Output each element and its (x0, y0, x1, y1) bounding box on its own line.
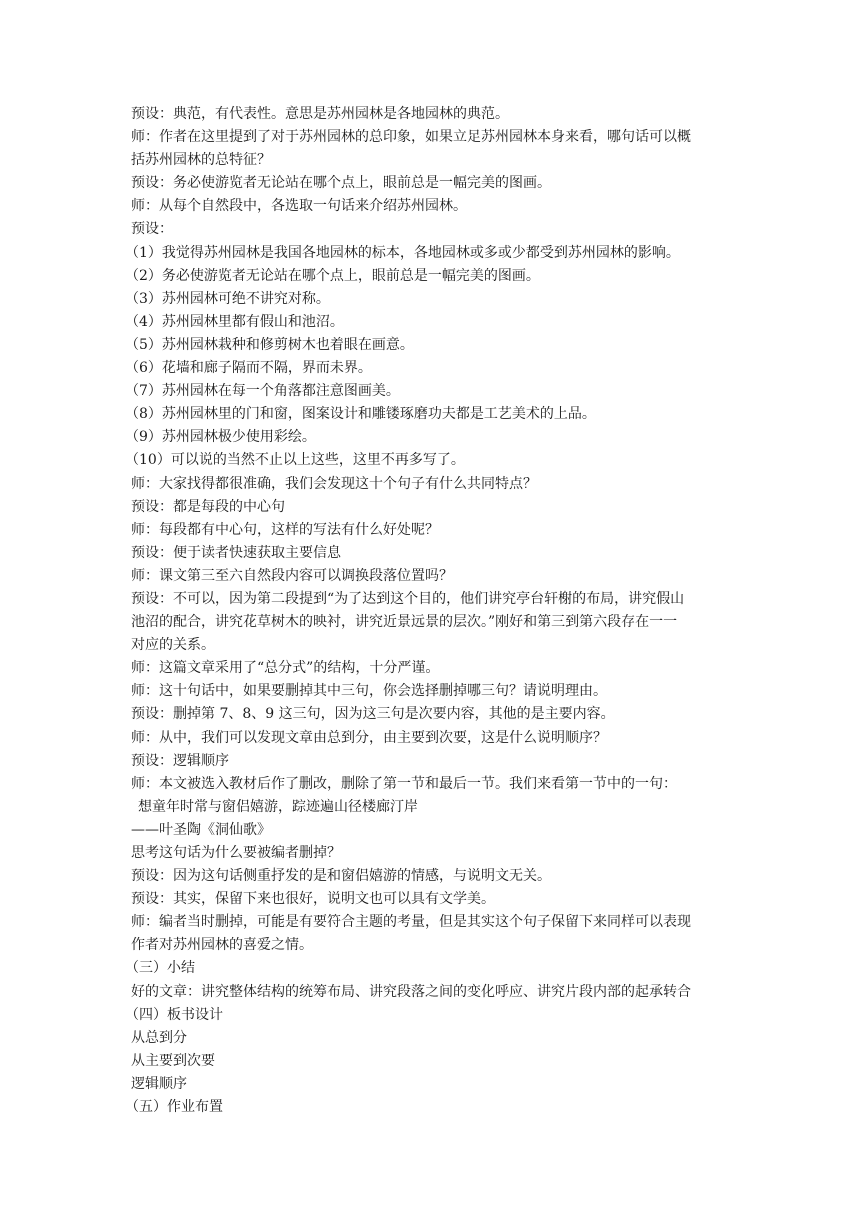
board-design-item: 从总到分 (131, 1029, 187, 1046)
text-line: 师：从每个自然段中，各选取一句话来介绍苏州园林。 (131, 198, 467, 215)
text-line: 预设：都是每段的中心句 (131, 498, 285, 515)
poem-quote: 想童年时常与窗侣嬉游，踪迹遍山径楼廊汀岸 (138, 798, 418, 815)
text-line: 师：这篇文章采用了“总分式”的结构，十分严谨。 (131, 660, 440, 677)
board-design-item: 从主要到次要 (131, 1052, 215, 1069)
text-line: 预设：典范，有代表性。意思是苏州园林是各地园林的典范。 (131, 106, 509, 122)
section-heading: （五）作业布置 (125, 1099, 223, 1116)
text-line: 预设：删掉第 7、8、9 这三句，因为这三句是次要内容，其他的是主要内容。 (131, 706, 615, 723)
text-line: 池沼的配合，讲究花草树木的映衬，讲究近景远景的层次。”刚好和第三到第六段存在一一 (131, 614, 678, 631)
list-item: （8）苏州园林里的门和窗，图案设计和雕镂琢磨功夫都是工艺美术的上品。 (125, 406, 596, 423)
list-item: （9）苏州园林极少使用彩绘。 (125, 429, 316, 446)
text-line: 师：编者当时删掉，可能是有要符合主题的考量，但是其实这个句子保留下来同样可以表现 (131, 914, 691, 931)
text-line: 师：本文被选入教材后作了删改，删除了第一节和最后一节。我们来看第一节中的一句： (131, 775, 677, 792)
list-item: （4）苏州园林里都有假山和池沼。 (125, 313, 344, 330)
text-line: 师：大家找得都很准确，我们会发现这十个句子有什么共同特点？ (131, 475, 537, 492)
list-item: （10）可以说的当然不止以上这些，这里不再多写了。 (125, 452, 465, 469)
text-line: 预设：务必使游览者无论站在哪个点上，眼前总是一幅完美的图画。 (131, 175, 551, 192)
list-item: （1）我觉得苏州园林是我国各地园林的标本，各地园林或多或少都受到苏州园林的影响。 (125, 244, 680, 261)
text-line: 预设：便于读者快速获取主要信息 (131, 544, 341, 561)
text-line: 预设：其实，保留下来也很好，说明文也可以具有文学美。 (131, 891, 495, 908)
text-line: 师：这十句话中，如果要删掉其中三句，你会选择删掉哪三句？请说明理由。 (131, 683, 607, 700)
text-line: 括苏州园林的总特征？ (131, 152, 271, 169)
section-heading: （四）板书设计 (125, 1006, 223, 1023)
text-line: 对应的关系。 (131, 637, 215, 654)
list-item: （3）苏州园林可绝不讲究对称。 (125, 290, 330, 307)
section-heading: （三）小结 (125, 960, 195, 977)
text-line: 师：每段都有中心句，这样的写法有什么好处呢？ (131, 521, 439, 538)
text-line: 预设：因为这句话侧重抒发的是和窗侣嬉游的情感，与说明文无关。 (131, 868, 551, 885)
text-line: 预设：逻辑顺序 (131, 752, 229, 769)
text-line: 思考这句话为什么要被编者删掉？ (131, 845, 341, 861)
text-line: 作者对苏州园林的喜爱之情。 (131, 937, 313, 954)
list-item: （7）苏州园林在每一个角落都注意图画美。 (125, 383, 400, 400)
list-item: （6）花墙和廊子隔而不隔，界而未界。 (125, 360, 372, 377)
text-line: 预设： (131, 221, 173, 238)
text-line: 预设：不可以，因为第二段提到“为了达到这个目的，他们讲究亭台轩榭的布局，讲究假山 (131, 590, 685, 607)
text-line: 师：从中，我们可以发现文章由总到分，由主要到次要，这是什么说明顺序？ (131, 729, 607, 746)
list-item: （2）务必使游览者无论站在哪个点上，眼前总是一幅完美的图画。 (125, 267, 540, 284)
text-line: 好的文章：讲究整体结构的统筹布局、讲究段落之间的变化呼应、讲究片段内部的起承转合 (131, 983, 691, 1000)
document-body (125, 103, 731, 1119)
board-design-item: 逻辑顺序 (131, 1075, 187, 1092)
poem-attribution: ——叶圣陶《洞仙歌》 (131, 821, 271, 838)
list-item: （5）苏州园林栽种和修剪树木也着眼在画意。 (125, 336, 414, 353)
text-line: 师：作者在这里提到了对于苏州园林的总印象，如果立足苏州园林本身来看，哪句话可以概 (131, 129, 691, 146)
text-line: 师：课文第三至六自然段内容可以调换段落位置吗？ (131, 567, 453, 584)
